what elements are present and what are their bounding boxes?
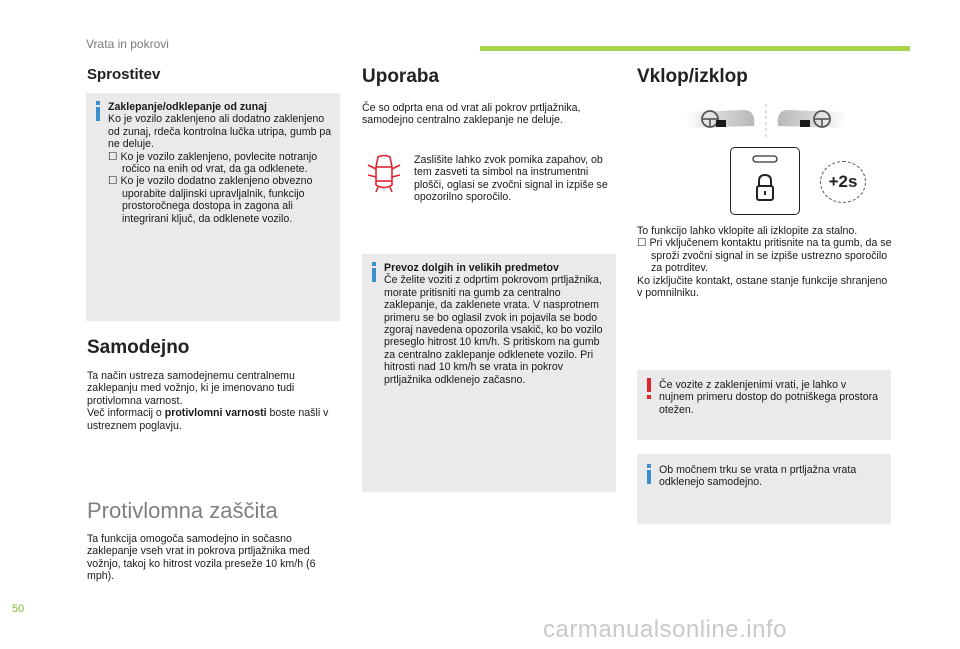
- info-title: Prevoz dolgih in velikih predmetov: [384, 262, 559, 274]
- warning-box: [637, 370, 891, 440]
- section-title: Vrata in pokrovi: [86, 37, 169, 51]
- warning-icon: [645, 378, 653, 400]
- heading-uporaba: Uporaba: [362, 66, 440, 87]
- watermark: carmanualsonline.info: [543, 616, 787, 643]
- heading-vklop-izklop: Vklop/izklop: [637, 66, 748, 87]
- paragraph-samodejno: [87, 370, 342, 432]
- paragraph-text: Ko izključite kontakt, ostane stanje funkcije shranjeno v pomnilniku.: [637, 274, 888, 300]
- lock-icon: [731, 148, 799, 214]
- central-lock-button[interactable]: [730, 147, 800, 215]
- info-body: Če želite voziti z odprtim pokrovom prtljažnika, morate pritisniti na gumb za centralno zaklepanje, da zaklenete vrata. V nasprotnem primeru se bo oglasil zvok in pojavila se bodo zgoraj navedena opozorila vsakič, ko bo vozilo preseglo hitrost 10 km/h. S pritiskom na gumb za centralno zaklepanje odklenete vozilo. Pri hitrosti nad 10 km/h se vrata in pokrov prtljažnika odklenejo začasno.: [384, 274, 603, 386]
- list-item: ☐ Ko je vozilo zaklenjeno, povlecite notranjo ročico na enih od vrat, da ga odklenete.: [108, 150, 318, 176]
- hold-2s-badge: [820, 161, 866, 203]
- info-icon: [94, 101, 102, 121]
- paragraph-text: Ta način ustreza samodejnemu centralnemu zaklepanju med vožnjo, ki je imenovano tudi protivlomna varnost.: [87, 370, 295, 407]
- warning-text: Če vozite z zaklenjenimi vrati, je lahko v nujnem primeru dostop do potniškega prostora otežen.: [659, 379, 879, 416]
- hold-duration-label: +2s: [828, 172, 858, 191]
- dashboard-buttons-illustration: [686, 104, 846, 138]
- paragraph-protivlomna: Ta funkcija omogoča samodejno in sočasno zaklepanje vseh vrat in pokrova prtljažnika med vožnjo, takoj ko hitrost vozila preseže 10 km/h (6 mph).: [87, 533, 316, 583]
- paragraph-vklop: [637, 225, 895, 299]
- heading-sprostitev: Sprostitev: [87, 66, 161, 83]
- list-item: ☐ Ko je vozilo dodatno zaklenjeno obvezno uporabite daljinski upravljalnik, funkcijo prostoročnega dostopa in zagona ali integrirani ključ, da odklenete vozilo.: [108, 175, 313, 225]
- car-doors-open-icon: [366, 153, 402, 193]
- paragraph-text: Več informacij o protivlomni varnosti boste našli v ustreznem poglavju.: [87, 407, 329, 432]
- paragraph-text: To funkcijo lahko vklopite ali izklopite za stalno.: [637, 225, 858, 237]
- heading-protivlomna: Protivlomna zaščita: [87, 498, 278, 523]
- info-box-long-objects: [362, 254, 616, 492]
- header-accent-bar: [480, 46, 910, 51]
- alert-text: Zaslišite lahko zvok pomika zapahov, ob tem zasveti ta simbol na instrumentni plošči, oglasi se zvočni signal in izpiše se opozorilno sporočilo.: [414, 154, 608, 204]
- list-item: ☐ Pri vključenem kontaktu pritisnite na ta gumb, da se sproži zvočni signal in se izpiše ustrezno sporočilo za potrditev.: [637, 237, 892, 275]
- info-text: Ob močnem trku se vrata n prtljažna vrata odklenejo samodejno.: [659, 464, 857, 489]
- info-box-lock-unlock: [86, 93, 340, 321]
- paragraph-uporaba: Če so odprta ena od vrat ali pokrov prtljažnika, samodejno centralno zaklepanje ne deluje.: [362, 102, 581, 127]
- info-icon: [645, 464, 653, 484]
- info-title: Zaklepanje/odklepanje od zunaj: [108, 101, 267, 113]
- info-body: Ko je vozilo zaklenjeno ali dodatno zaklenjeno od zunaj, rdeča kontrolna lučka utripa, gumb pa ne deluje.: [108, 113, 332, 151]
- info-box-crash: [637, 454, 891, 524]
- heading-samodejno: Samodejno: [87, 337, 190, 358]
- info-icon: [370, 262, 378, 282]
- page-number: 50: [12, 603, 25, 615]
